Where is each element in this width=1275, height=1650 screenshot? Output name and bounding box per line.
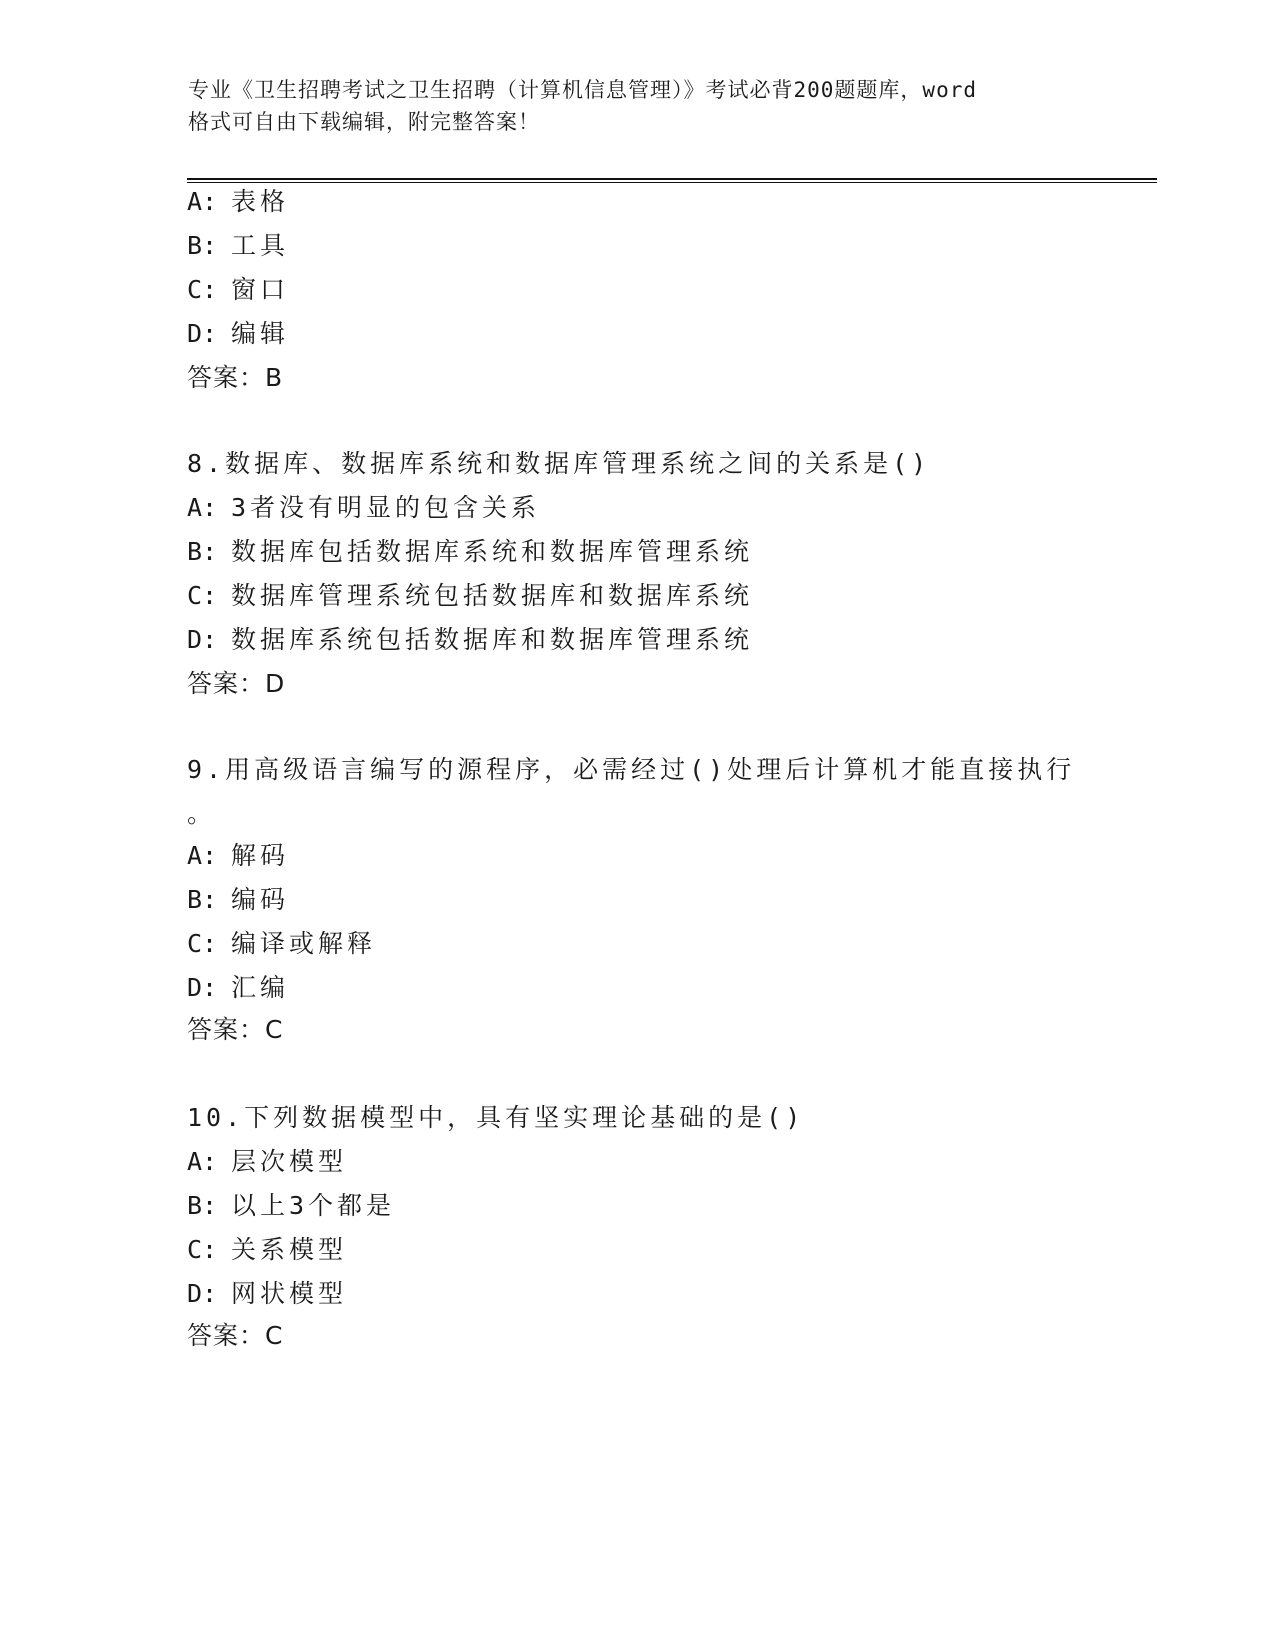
q7-option-a: A: 表格 <box>187 187 290 216</box>
q9-question: 9.用高级语言编写的源程序，必需经过()处理后计算机才能直接执行 <box>187 755 1076 784</box>
q9-question-continued: 。 <box>187 799 217 828</box>
q10-option-d: D: 网状模型 <box>187 1279 348 1308</box>
q10-option-b: B: 以上3个都是 <box>187 1191 396 1220</box>
q7-answer: 答案：B <box>187 363 284 392</box>
header-line-1: 专业《卫生招聘考试之卫生招聘（计算机信息管理）》考试必背200题题库，word <box>188 78 977 102</box>
q7-option-d: D: 编辑 <box>187 319 290 348</box>
q7-option-c: C: 窗口 <box>187 275 290 304</box>
header-line-2: 格式可自由下载编辑，附完整答案！ <box>188 110 540 134</box>
header-divider <box>187 178 1157 185</box>
q10-question: 10.下列数据模型中，具有坚实理论基础的是() <box>187 1103 805 1132</box>
q8-option-a: A: 3者没有明显的包含关系 <box>187 493 541 522</box>
q10-option-a: A: 层次模型 <box>187 1147 348 1176</box>
q9-answer: 答案：C <box>187 1015 284 1044</box>
q9-option-d: D: 汇编 <box>187 973 290 1002</box>
q9-option-a: A: 解码 <box>187 841 290 870</box>
q10-answer: 答案：C <box>187 1321 284 1350</box>
q8-option-c: C: 数据库管理系统包括数据库和数据库系统 <box>187 581 754 610</box>
q9-option-c: C: 编译或解释 <box>187 929 377 958</box>
q8-option-d: D: 数据库系统包括数据库和数据库管理系统 <box>187 625 754 654</box>
q8-answer: 答案：D <box>187 669 286 698</box>
q7-option-b: B: 工具 <box>187 231 290 260</box>
q10-option-c: C: 关系模型 <box>187 1235 348 1264</box>
q8-question: 8.数据库、数据库系统和数据库管理系统之间的关系是() <box>187 449 931 478</box>
q8-option-b: B: 数据库包括数据库系统和数据库管理系统 <box>187 537 754 566</box>
document-header <box>188 74 1088 138</box>
q9-option-b: B: 编码 <box>187 885 290 914</box>
